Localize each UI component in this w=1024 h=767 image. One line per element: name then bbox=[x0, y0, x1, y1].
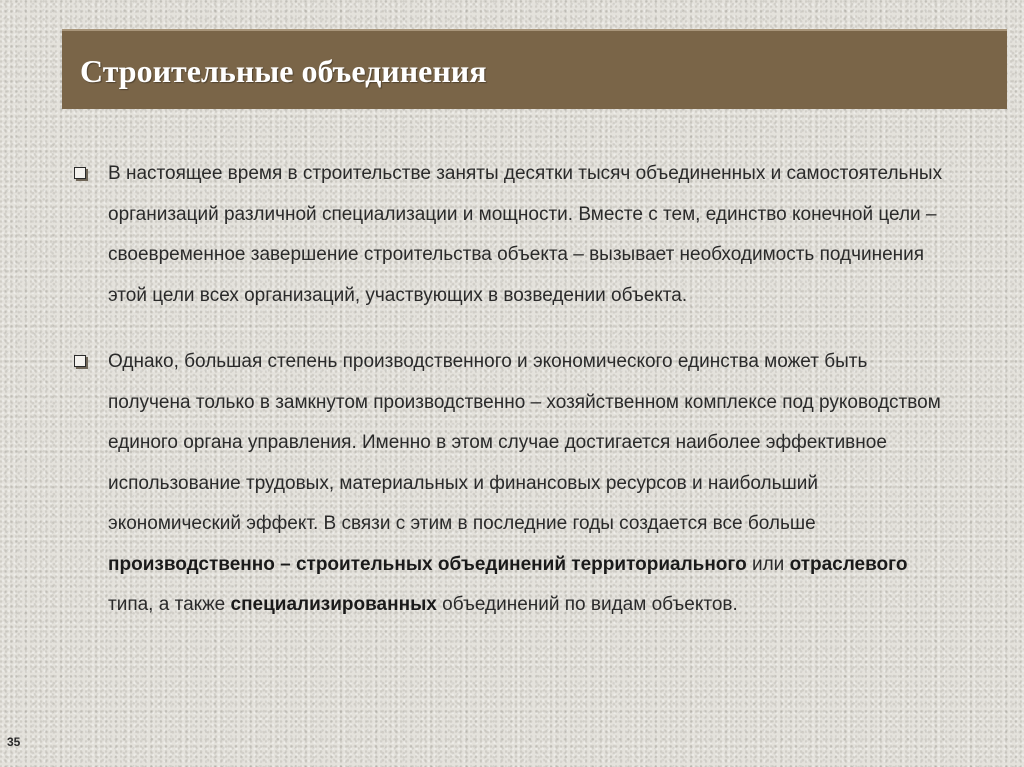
page-number: 35 bbox=[7, 735, 21, 749]
hollow-square-bullet-icon bbox=[74, 167, 86, 179]
bullet-2-text-part-3: типа, а также bbox=[108, 594, 231, 615]
title-bar bbox=[62, 29, 1007, 109]
bullet-2-bold-term-2: отраслевого bbox=[789, 553, 908, 575]
bullet-item-2 bbox=[74, 342, 954, 626]
hollow-square-bullet-icon bbox=[74, 355, 86, 367]
bullet-2-text-part-1: Однако, большая степень производственного и экономического единства может быть получена только в замкнутом производственно – хозяйственном комплексе под руководством единого органа управления. Именно в этом случае достигается наиболее эффективное использование трудовых, материальных и финансовых ресурсов и наибольший экономический эффект. В связи с этим в последние годы создается все больше bbox=[108, 351, 941, 534]
bullet-2-text-part-4: объединений по видам объектов. bbox=[436, 594, 738, 615]
slide-title: Строительные объединения bbox=[80, 53, 487, 89]
slide-content bbox=[74, 154, 954, 626]
bullet-2-text-part-2: или bbox=[746, 553, 790, 575]
bullet-2-bold-term-1: производственно – строительных объединений территориального bbox=[108, 553, 747, 575]
bullet-2-bold-term-3: специализированных bbox=[230, 594, 437, 615]
bullet-text-1: В настоящее время в строительстве заняты десятки тысяч объединенных и самостоятельных организаций различной специализации и мощности. Вместе с тем, единство конечной цели – своевременное завершение строительства объекта – вызывает необходимость подчинения этой цели всех организаций, участвующих в возведении объекта. bbox=[108, 163, 943, 306]
bullet-text-2 bbox=[108, 351, 941, 615]
bullet-item-1 bbox=[74, 154, 954, 316]
